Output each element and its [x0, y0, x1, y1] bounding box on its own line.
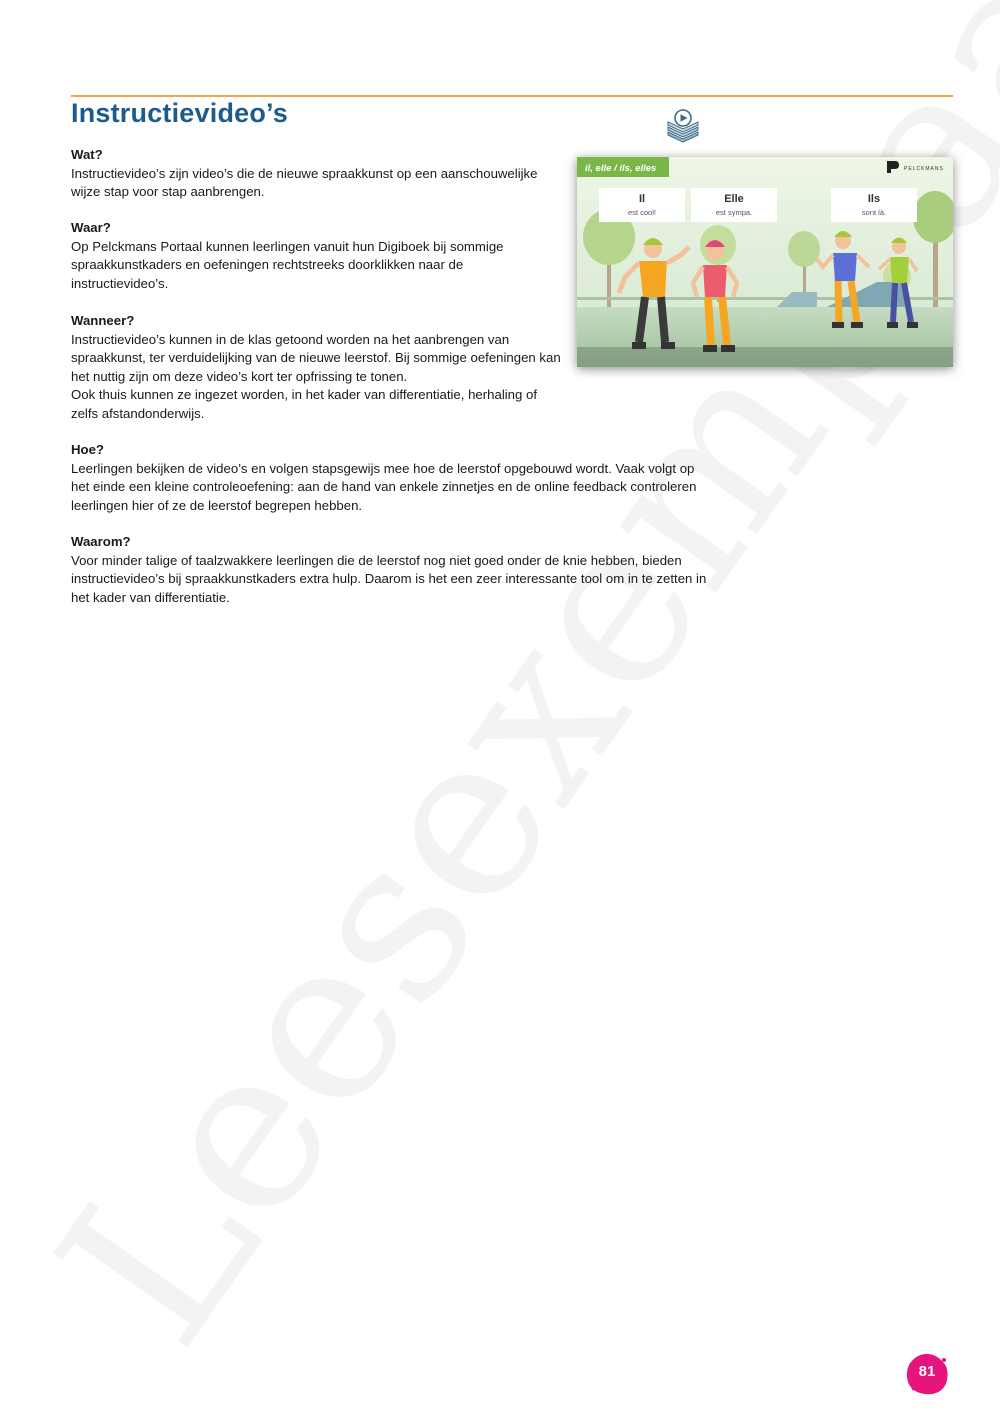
svg-text:Elle: Elle [724, 193, 744, 205]
section-body: Op Pelckmans Portaal kunnen leerlingen vanuit hun Digiboek bij sommige spraakkunstkaders en oefeningen rechtstreeks doorklikken naar de instructievideo’s. [71, 238, 504, 291]
page-number: 81 [918, 1363, 936, 1380]
section-body: Instructievideo’s zijn video’s die de nieuwe spraakkunst op een aanschouwelijke wijze stap voor stap aanbrengen. [71, 165, 538, 199]
section-waarom [71, 533, 711, 607]
section-heading: Wat? [71, 147, 103, 162]
section-waar [71, 219, 561, 293]
svg-text:Il: Il [638, 193, 646, 205]
top-rule [71, 95, 953, 97]
section-heading: Hoe? [71, 442, 104, 457]
svg-text:Ils: Ils [867, 193, 881, 205]
pronoun-card-2 [691, 188, 777, 222]
section-wat [71, 146, 561, 202]
section-body: Instructievideo’s kunnen in de klas getoond worden na het aanbrengen van spraakkunst, ter verduidelijking van de nieuwe leerstof. Bij sommige oefeningen kan het nuttig zijn om deze video’s kort ter opfrissing te tonen. [71, 331, 561, 384]
video-thumbnail[interactable] [577, 157, 953, 367]
pronoun-card-1 [599, 188, 685, 222]
svg-text:est cool!: est cool! [628, 208, 656, 217]
svg-text:est sympa.: est sympa. [715, 208, 753, 217]
section-hoe [71, 441, 711, 515]
pronoun-card-3 [831, 188, 917, 222]
section-heading: Wanneer? [71, 313, 135, 328]
section-wanneer [71, 312, 563, 423]
video-brand: PELCKMANS [904, 166, 944, 172]
video-header-label: il, elle / ils, elles [585, 163, 657, 174]
section-heading: Waar? [71, 220, 111, 235]
page-title: Instructievideo’s [71, 98, 288, 128]
section-body: Leerlingen bekijken de video’s en volgen stapsgewijs mee hoe de leerstof opgebouwd wordt. Vaak volgt op het einde een kleine controleoefening: aan de hand van enkele zinnetjes en de online feedback controleren leerlingen hier of ze de leerstof begrepen hebben. [71, 460, 697, 513]
section-heading: Waarom? [71, 534, 131, 549]
section-body: Ook thuis kunnen ze ingezet worden, in het kader van differentiatie, herhaling of zelfs afstandonderwijs. [71, 387, 538, 421]
video-layers-icon[interactable] [664, 108, 702, 146]
svg-text:sont là.: sont là. [861, 208, 887, 217]
section-body: Voor minder talige of taalzwakkere leerlingen die de leerstof nog niet goed onder de knie hebben, bieden instructievideo’s bij spraakkunstkaders extra hulp. Daarom is het een zeer interessante tool om in te zetten in het kader van differentiatie. [71, 552, 707, 605]
